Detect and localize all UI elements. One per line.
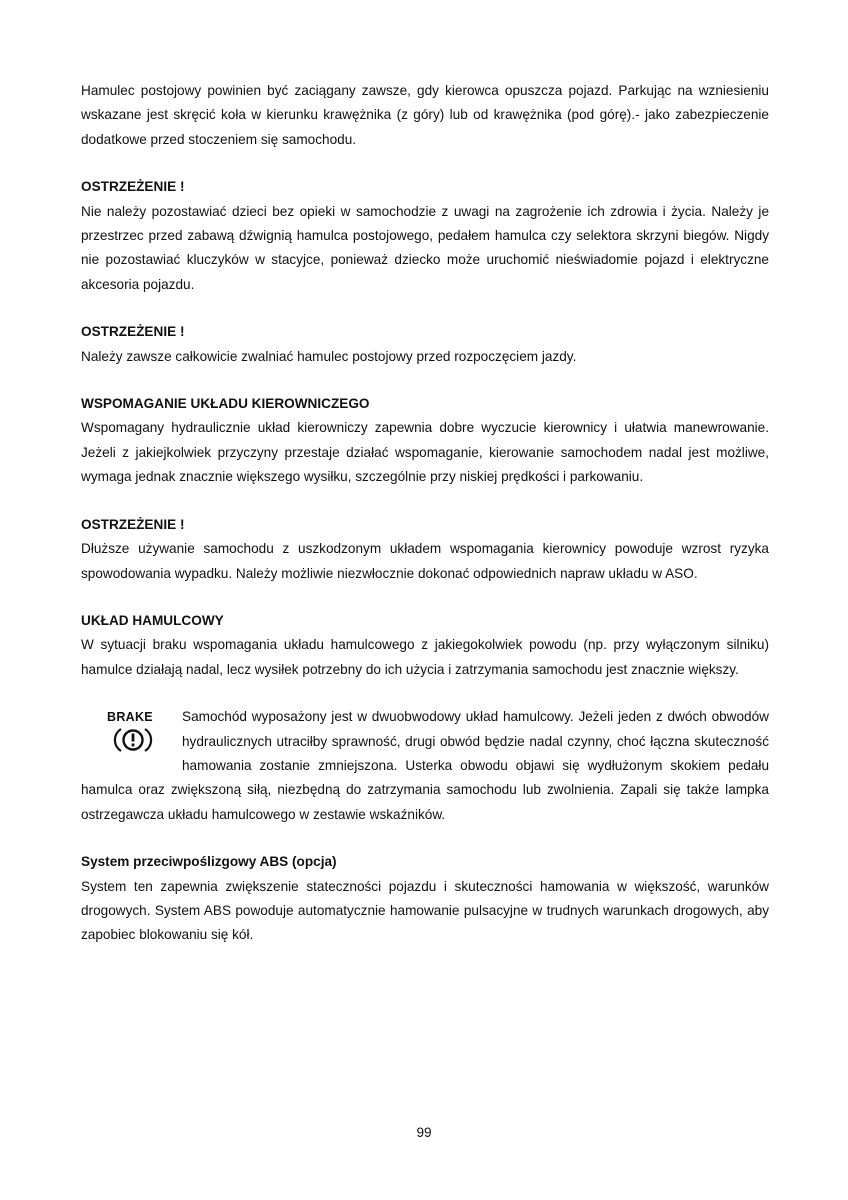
page-number: 99 — [416, 1125, 432, 1140]
warning-heading-3: OSTRZEŻENIE ! — [81, 516, 185, 532]
braking-text: W sytuacji braku wspomagania układu hamulcowego z jakiegokolwiek powodu (np. przy wyłączonym silniku) hamulce działają nadal, lecz wysiłek potrzebny do ich użycia i zatrzymania samochodu jest znacznie większy. — [81, 637, 769, 677]
brake-circle-icon — [113, 726, 153, 754]
warning-text-1: Nie należy pozostawiać dzieci bez opieki w samochodzie z uwagi na zagrożenie ich zdrowia i życia. Należy je przestrzec przed zabawą dźwignią hamulca postojowego, pedałem hamulca czy selektora skrzyni biegów. Nigdy nie pozostawiać kluczyków w stacyjce, ponieważ dziecko może uruchomić nieświadomie pojazd i elektryczne akcesoria pojazdu. — [81, 203, 769, 292]
brake-warning-icon — [81, 705, 181, 775]
brake-circuit-text: Samochód wyposażony jest w dwuobwodowy układ hamulcowy. Jeżeli jeden z dwóch obwodów hydraulicznych utraciłby sprawność, drugi obwód będzie nadal czynny, choć łączna skuteczność hamowania zostanie zmniejszona. Usterka obwodu objawi się wydłużonym skokiem pedału hamulca oraz zwiększoną siłą, niezbędną do zatrzymania samochodu lub zwolnienia. Zapali się także lampka ostrzegawcza układu hamulcowego w zestawie wskaźników. — [81, 709, 769, 822]
braking-heading: UKŁAD HAMULCOWY — [81, 612, 224, 628]
warning-text-2: Należy zawsze całkowicie zwalniać hamulec postojowy przed rozpoczęciem jazdy. — [81, 348, 577, 364]
steering-heading: WSPOMAGANIE UKŁADU KIEROWNICZEGO — [81, 396, 370, 412]
warning-text-3: Dłuższe używanie samochodu z uszkodzonym układem wspomagania kierownicy powoduje wzrost ryzyka spowodowania wypadku. Należy możliwie niezwłocznie dokonać odpowiednich napraw układu w ASO. — [81, 541, 769, 581]
abs-text: System ten zapewnia zwiększenie stateczności pojazdu i skuteczności hamowania w większość, warunków drogowych. System ABS powoduje automatycznie hamowanie pulsacyjne w trudnych warunkach drogowych, aby zapobiec blokowaniu się kół. — [81, 878, 769, 943]
parking-brake-paragraph: Hamulec postojowy powinien być zaciągany zawsze, gdy kierowca opuszcza pojazd. Parkując na wzniesieniu wskazane jest skręcić koła w kierunku krawężnika (z góry) lub od krawężnika (pod górę).- jako zabezpieczenie dodatkowe przed stoczeniem się samochodu. — [81, 83, 769, 147]
warning-heading-2: OSTRZEŻENIE ! — [81, 324, 185, 340]
warning-heading-1: OSTRZEŻENIE ! — [81, 179, 185, 195]
brake-icon-label: BRAKE — [107, 710, 153, 725]
brake-section — [81, 705, 769, 827]
abs-heading: System przeciwpoślizgowy ABS (opcja) — [81, 854, 337, 870]
page-content — [81, 79, 769, 948]
steering-text: Wspomagany hydraulicznie układ kierowniczy zapewnia dobre wyczucie kierownicy i ułatwia manewrowanie. Jeżeli z jakiejkolwiek przyczyny przestaje działać wspomaganie, kierowanie samochodem nadal jest możliwe, wymaga jednak znacznie większego wysiłku, szczególnie przy niskiej prędkości i parkowaniu. — [81, 420, 769, 485]
